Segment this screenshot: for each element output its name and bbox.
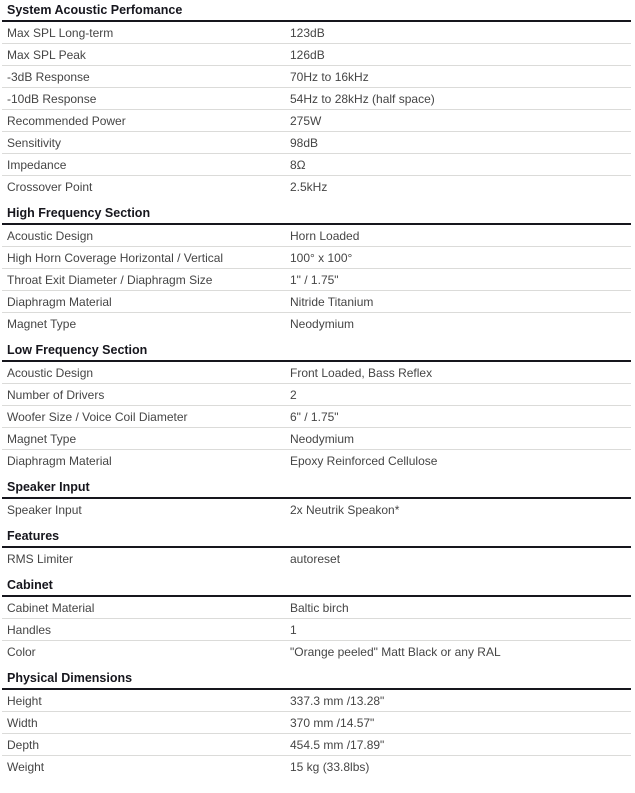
row-value: Front Loaded, Bass Reflex bbox=[290, 365, 433, 380]
spec-row bbox=[2, 154, 631, 176]
spec-row bbox=[2, 362, 631, 384]
row-value: 370 mm /14.57" bbox=[290, 715, 375, 730]
spec-row bbox=[2, 406, 631, 428]
row-value: autoreset bbox=[290, 551, 341, 566]
row-value: 275W bbox=[290, 113, 322, 128]
row-value: 454.5 mm /17.89" bbox=[290, 737, 385, 752]
row-value: 126dB bbox=[290, 47, 325, 62]
spec-section bbox=[2, 670, 631, 777]
section-title: Features bbox=[2, 528, 631, 548]
row-label: RMS Limiter bbox=[7, 551, 74, 566]
row-value: 15 kg (33.8lbs) bbox=[290, 759, 370, 774]
spec-row bbox=[2, 450, 631, 471]
row-value: 2.5kHz bbox=[290, 179, 328, 194]
row-value: "Orange peeled" Matt Black or any RAL bbox=[290, 644, 501, 659]
section-rows bbox=[2, 362, 631, 471]
spec-section bbox=[2, 479, 631, 520]
section-rows bbox=[2, 499, 631, 520]
row-label: Diaphragm Material bbox=[7, 294, 112, 309]
row-label: Number of Drivers bbox=[7, 387, 105, 402]
spec-row bbox=[2, 734, 631, 756]
row-label: Magnet Type bbox=[7, 316, 77, 331]
spec-row bbox=[2, 225, 631, 247]
row-label: Depth bbox=[7, 737, 40, 752]
spec-row bbox=[2, 247, 631, 269]
row-label: Acoustic Design bbox=[7, 365, 94, 380]
section-rows bbox=[2, 225, 631, 334]
section-rows bbox=[2, 22, 631, 197]
spec-row bbox=[2, 641, 631, 662]
row-label: -10dB Response bbox=[7, 91, 97, 106]
row-value: 337.3 mm /13.28" bbox=[290, 693, 385, 708]
row-label: Magnet Type bbox=[7, 431, 77, 446]
row-label: High Horn Coverage Horizontal / Vertical bbox=[7, 250, 224, 265]
row-label: Width bbox=[7, 715, 38, 730]
section-title: Cabinet bbox=[2, 577, 631, 597]
row-label: Color bbox=[7, 644, 36, 659]
spec-section bbox=[2, 342, 631, 471]
row-value: 70Hz to 16kHz bbox=[290, 69, 369, 84]
section-title: Speaker Input bbox=[2, 479, 631, 499]
row-label: -3dB Response bbox=[7, 69, 90, 84]
row-value: 100° x 100° bbox=[290, 250, 353, 265]
row-value: 1 bbox=[290, 622, 297, 637]
row-value: Nitride Titanium bbox=[290, 294, 374, 309]
row-label: Max SPL Long-term bbox=[7, 25, 114, 40]
row-value: Neodymium bbox=[290, 316, 355, 331]
spec-row bbox=[2, 66, 631, 88]
section-title: System Acoustic Perfomance bbox=[2, 2, 631, 22]
spec-row bbox=[2, 499, 631, 520]
row-label: Weight bbox=[7, 759, 45, 774]
row-label: Diaphragm Material bbox=[7, 453, 112, 468]
row-value: 98dB bbox=[290, 135, 319, 150]
spec-row bbox=[2, 712, 631, 734]
row-value: 1" / 1.75" bbox=[290, 272, 339, 287]
row-label: Cabinet Material bbox=[7, 600, 95, 615]
row-label: Sensitivity bbox=[7, 135, 62, 150]
spec-sheet-page bbox=[0, 2, 635, 793]
spec-row bbox=[2, 22, 631, 44]
section-title: Physical Dimensions bbox=[2, 670, 631, 690]
spec-row bbox=[2, 384, 631, 406]
spec-row bbox=[2, 756, 631, 777]
row-value: 8Ω bbox=[290, 157, 306, 172]
row-label: Speaker Input bbox=[7, 502, 82, 517]
spec-row bbox=[2, 176, 631, 197]
row-label: Throat Exit Diameter / Diaphragm Size bbox=[7, 272, 213, 287]
row-label: Acoustic Design bbox=[7, 228, 94, 243]
spec-section bbox=[2, 577, 631, 662]
section-rows bbox=[2, 597, 631, 662]
spec-section bbox=[2, 205, 631, 334]
row-value: 54Hz to 28kHz (half space) bbox=[290, 91, 435, 106]
row-label: Max SPL Peak bbox=[7, 47, 86, 62]
spec-row bbox=[2, 597, 631, 619]
spec-section bbox=[2, 2, 631, 197]
spec-row bbox=[2, 110, 631, 132]
row-value: 2 bbox=[290, 387, 297, 402]
row-value: 2x Neutrik Speakon* bbox=[290, 502, 400, 517]
row-label: Crossover Point bbox=[7, 179, 93, 194]
section-rows bbox=[2, 548, 631, 569]
section-title: Low Frequency Section bbox=[2, 342, 631, 362]
row-label: Impedance bbox=[7, 157, 67, 172]
spec-row bbox=[2, 88, 631, 110]
row-label: Handles bbox=[7, 622, 52, 637]
spec-row bbox=[2, 313, 631, 334]
spec-row bbox=[2, 291, 631, 313]
spec-table bbox=[2, 2, 631, 777]
row-label: Recommended Power bbox=[7, 113, 126, 128]
row-value: 6" / 1.75" bbox=[290, 409, 339, 424]
section-rows bbox=[2, 690, 631, 777]
spec-row bbox=[2, 44, 631, 66]
row-value: 123dB bbox=[290, 25, 325, 40]
spec-section bbox=[2, 528, 631, 569]
section-title: High Frequency Section bbox=[2, 205, 631, 225]
row-value: Horn Loaded bbox=[290, 228, 360, 243]
row-label: Woofer Size / Voice Coil Diameter bbox=[7, 409, 188, 424]
spec-row bbox=[2, 619, 631, 641]
spec-row bbox=[2, 690, 631, 712]
spec-row bbox=[2, 428, 631, 450]
spec-row bbox=[2, 269, 631, 291]
row-label: Height bbox=[7, 693, 42, 708]
row-value: Baltic birch bbox=[290, 600, 349, 615]
row-value: Neodymium bbox=[290, 431, 355, 446]
spec-row bbox=[2, 548, 631, 569]
row-value: Epoxy Reinforced Cellulose bbox=[290, 453, 438, 468]
spec-row bbox=[2, 132, 631, 154]
